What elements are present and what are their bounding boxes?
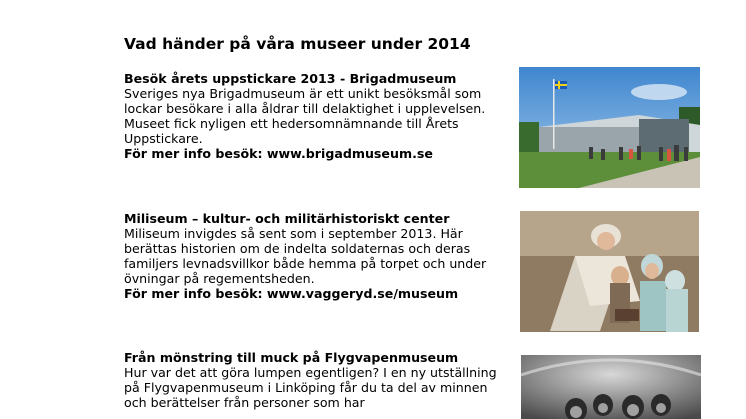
museum-building-photo — [519, 67, 700, 188]
article-headline: Från mönstring till muck på Flygvapenmuseum — [124, 350, 459, 365]
headline-bold: årets uppstickare 2013 - Brigadmuseum — [171, 71, 457, 86]
article-headline — [124, 71, 509, 86]
info-link[interactable]: För mer info besök: www.vaggeryd.se/museum — [124, 286, 459, 301]
page-title: Vad händer på våra museer under 2014 — [124, 35, 471, 53]
article-headline: Miliseum – kultur- och militärhistoriskt center — [124, 211, 450, 226]
article-body: Sveriges nya Brigadmuseum är ett unikt besöksmål som lockar besökare i alla åldrar till delaktighet i upplevelsen. Museet fick nyligen ett hedersomnämnande till Årets Uppstickare. — [124, 86, 486, 146]
article-body: Hur var det att göra lumpen egentligen? I en ny utställning på Flygvapenmuseum i Linköping får du ta del av minnen och berättelser från personer som har — [124, 365, 497, 410]
article-body: Miliseum invigdes så sent som i september 2013. Här berättas historien om de indelta soldaternas och deras familjers levnadsvillkor både hemma på torpet och under övningar på regementsheden. — [124, 226, 487, 286]
info-link[interactable]: För mer info besök: www.brigadmuseum.se — [124, 146, 433, 161]
article-miliseum — [124, 211, 509, 301]
article-flygvapenmuseum — [124, 350, 509, 410]
historical-reenactment-photo — [520, 211, 699, 332]
black-white-soldiers-photo — [521, 355, 701, 419]
headline-prefix: Besök — [124, 71, 172, 86]
article-brigadmuseum — [124, 71, 509, 161]
